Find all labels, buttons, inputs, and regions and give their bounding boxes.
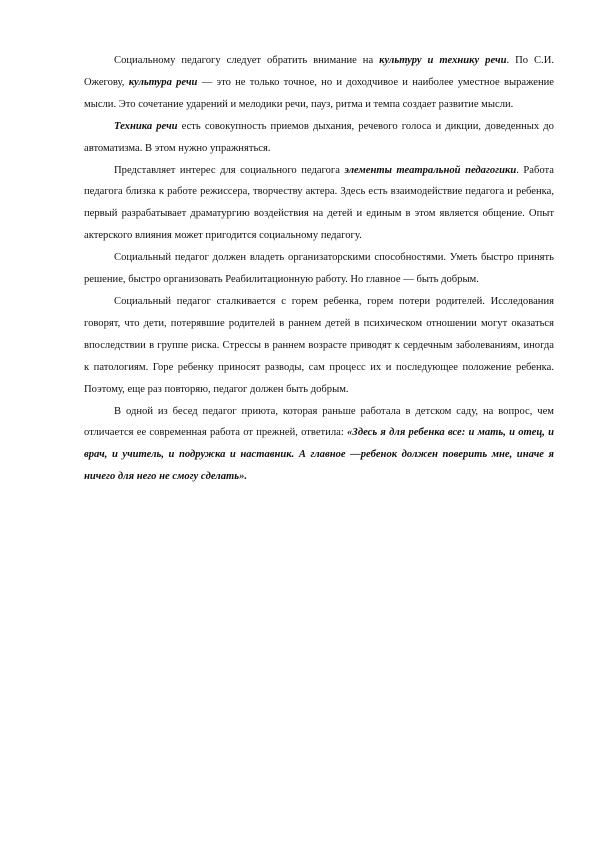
- text-run: . Работа педагога близка к работе режиссера, творчеству актера. Здесь есть взаимодействие педагога и ребенка, первый разрабатывает драматургию воздействия на детей и единым в этом является общение. Опыт актерского влияния может пригодится социальному педагогу.: [84, 164, 554, 242]
- text-run: Представляет интерес для социального педагога: [114, 164, 345, 176]
- text-run: Социальному педагогу следует обратить внимание на: [114, 55, 380, 66]
- text-run: В одной из бесед педагог приюта, которая раньше работала в детском саду, на вопрос, чем отличается ее современная работа от прежней, ответила:: [84, 405, 554, 439]
- text-run: — это не только точное, но и доходчивое и наиболее уместное выражение мысли. Это сочетание ударений и мелодики речи, пауз, ритма и темпа создает развитие мысли.: [84, 76, 554, 110]
- emphasis-run: элементы театральной педагогики: [344, 164, 517, 176]
- document-page: [84, 50, 554, 488]
- emphasis-run: Техника речи: [114, 120, 178, 132]
- paragraph-organizer-skills: [84, 247, 554, 291]
- emphasis-run: культура речи: [128, 76, 198, 88]
- text-run: Социальный педагог должен владеть организаторскими способностями. Уметь быстро принять решение, быстро организовать Реабилитационную работу. Но главное — быть добрым.: [84, 252, 554, 286]
- paragraph-speech-culture: [84, 50, 554, 116]
- text-run: есть совокупность приемов дыхания, речевого голоса и дикции, доведенных до автоматизма. В этом нужно упражняться.: [84, 120, 554, 154]
- emphasis-run: культуру и технику речи: [379, 55, 507, 66]
- quote-run: «Здесь я для ребенка все: и мать, и отец, и врач, и учитель, и подружка и наставник. А главное —ребенок должен поверить мне, иначе я ничего для него не смогу сделать».: [84, 427, 555, 483]
- text-run: . По С.И. Ожегову,: [84, 55, 555, 88]
- text-run: Социальный педагог сталкивается с горем ребенка, горем потери родителей. Исследования говорят, что дети, потерявшие родителей в раннем детей в психическом отношении могут оказаться впоследствии в группе риска. Стрессы в раннем возрасте приводят к сердечным заболеваниям, иногда к патологиям. Горе ребенку приносят разводы, сам процесс их и последующее положение ребенка. Поэтому, еще раз повторяю, педагог должен быть добрым.: [84, 295, 554, 395]
- paragraph-child-grief: [84, 291, 554, 401]
- paragraph-orphanage-quote: [84, 401, 554, 489]
- paragraph-speech-technique: [84, 116, 554, 160]
- paragraph-theatre-pedagogy: [84, 160, 554, 248]
